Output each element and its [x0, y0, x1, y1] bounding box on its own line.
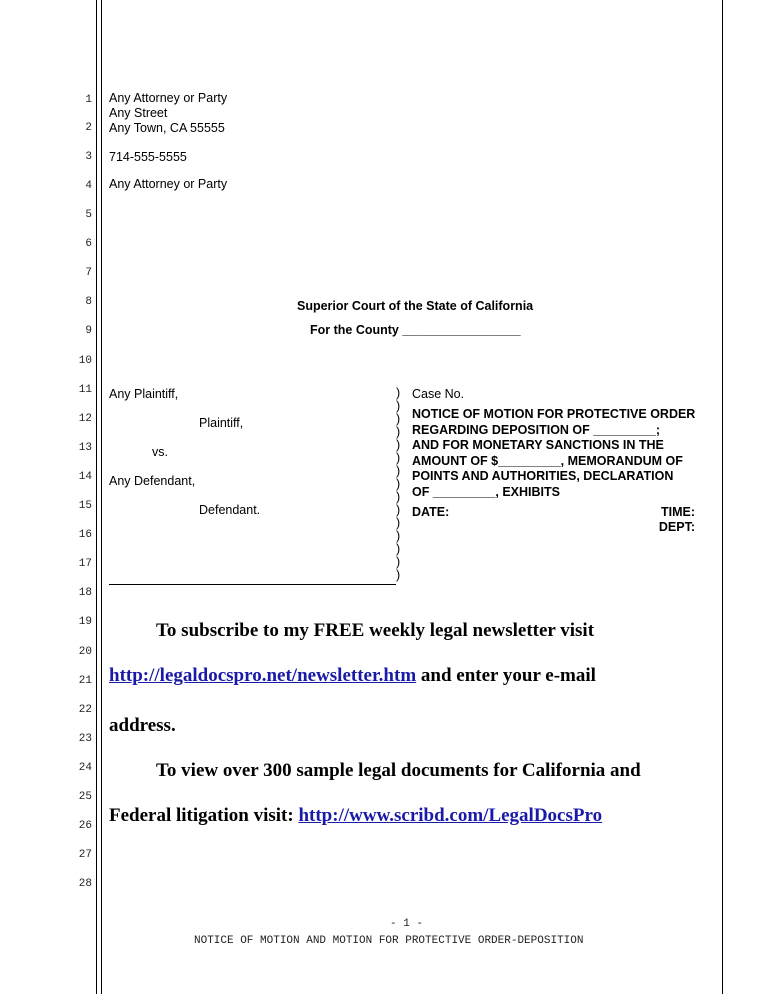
caption-paren-column: ) ) ) ) ) ) ) ) ) ) ) ) ) ) )	[396, 386, 401, 582]
plaintiff-name: Any Plaintiff,	[109, 387, 179, 401]
motion-title	[412, 407, 695, 500]
footer-title: NOTICE OF MOTION AND MOTION FOR PROTECTIVE ORDER-DEPOSITION	[194, 935, 584, 947]
line-number: 24	[78, 762, 92, 774]
scribd-link[interactable]: http://www.scribd.com/LegalDocsPro	[298, 805, 603, 826]
line-number: 13	[78, 442, 92, 454]
motion-title-line: OF _________, EXHIBITS	[412, 484, 560, 499]
line-number: 3	[85, 151, 92, 163]
newsletter-paragraph-line3: address.	[109, 715, 176, 736]
motion-title-line: POINTS AND AUTHORITIES, DECLARATION	[412, 469, 674, 483]
defendant-role: Defendant.	[199, 503, 261, 517]
newsletter-paragraph-line1: To subscribe to my FREE weekly legal newsletter visit	[156, 620, 595, 641]
attorney-phone: 714-555-5555	[109, 150, 187, 164]
line-number: 10	[78, 355, 92, 367]
hearing-time-label: TIME:	[660, 505, 695, 519]
line-number: 17	[78, 558, 92, 570]
line-number: 12	[78, 413, 92, 425]
line-number: 28	[78, 878, 92, 890]
attorney-street: Any Street	[109, 106, 168, 120]
samples-paragraph-line2	[109, 805, 602, 827]
line-number: 22	[78, 704, 92, 716]
page-number: - 1 -	[390, 918, 424, 930]
line-number: 11	[78, 384, 92, 396]
line-number: 8	[85, 296, 92, 308]
motion-title-line: NOTICE OF MOTION FOR PROTECTIVE ORDER	[412, 407, 696, 421]
attorney-city: Any Town, CA 55555	[109, 121, 225, 135]
court-name: Superior Court of the State of California	[297, 299, 534, 313]
caption-underline	[109, 584, 396, 585]
line-number: 6	[85, 238, 92, 250]
versus-label: vs.	[152, 445, 168, 459]
line-number: 4	[85, 180, 92, 192]
defendant-name: Any Defendant,	[109, 474, 196, 488]
attorney-name: Any Attorney or Party	[109, 91, 228, 105]
hearing-date-label: DATE:	[412, 505, 450, 519]
attorney-for: Any Attorney or Party	[109, 177, 228, 191]
line-number: 2	[85, 122, 92, 134]
line-number: 15	[78, 500, 92, 512]
samples-paragraph-prefix: Federal litigation visit:	[109, 805, 299, 826]
left-margin-rule-2	[101, 0, 102, 994]
newsletter-link[interactable]: http://legaldocspro.net/newsletter.htm	[109, 665, 417, 686]
line-number: 20	[78, 646, 92, 658]
line-number: 5	[85, 209, 92, 221]
motion-title-line: AMOUNT OF $_________, MEMORANDUM OF	[412, 453, 683, 468]
line-number: 16	[78, 529, 92, 541]
line-number: 9	[85, 325, 92, 337]
case-number-label: Case No.	[412, 387, 465, 401]
plaintiff-role: Plaintiff,	[199, 416, 244, 430]
left-margin-rule-1	[96, 0, 97, 994]
line-number: 1	[85, 94, 92, 106]
newsletter-paragraph-line2	[109, 665, 596, 687]
right-margin-rule	[722, 0, 723, 994]
samples-paragraph-line1: To view over 300 sample legal documents for California and	[156, 760, 641, 781]
line-number: 7	[85, 267, 92, 279]
line-number: 25	[78, 791, 92, 803]
line-number: 18	[78, 587, 92, 599]
line-number: 14	[78, 471, 92, 483]
line-number: 21	[78, 675, 92, 687]
line-number: 27	[78, 849, 92, 861]
court-county: For the County _________________	[310, 323, 521, 337]
line-number: 19	[78, 616, 92, 628]
motion-title-line: REGARDING DEPOSITION OF _________;	[412, 422, 660, 437]
motion-title-line: AND FOR MONETARY SANCTIONS IN THE	[412, 438, 664, 452]
newsletter-paragraph-rest: and enter your e-mail	[416, 665, 596, 686]
line-number: 26	[78, 820, 92, 832]
hearing-dept-label: DEPT:	[658, 520, 695, 534]
line-number: 23	[78, 733, 92, 745]
